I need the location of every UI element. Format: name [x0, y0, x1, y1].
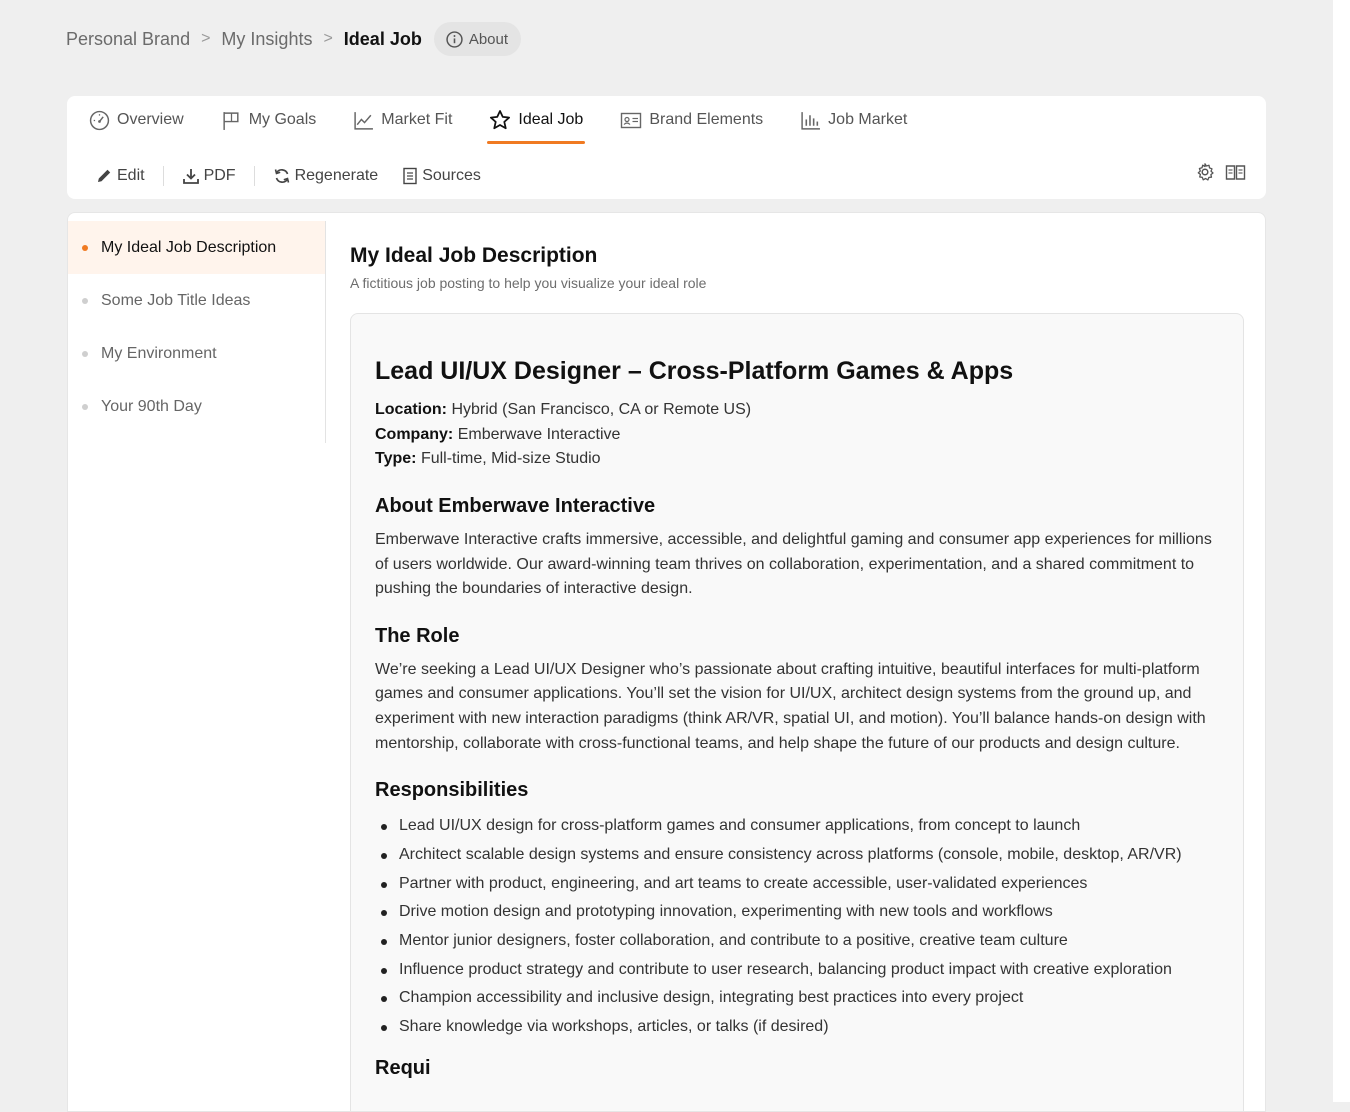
sidebar-item-my-environment[interactable] [68, 327, 325, 380]
list-item: Share knowledge via workshops, articles, or talks (if desired) [375, 1013, 1219, 1042]
tab-label: Market Fit [381, 111, 453, 128]
sidebar-item-label: Some Job Title Ideas [101, 291, 251, 309]
gauge-icon [89, 110, 110, 131]
ideal-job-panel [67, 212, 1266, 1112]
window-edge [1333, 0, 1350, 1102]
role-heading: The Role [375, 624, 460, 647]
bar-chart-icon [800, 110, 821, 131]
tab-my-goals[interactable] [219, 96, 319, 144]
edit-label: Edit [117, 167, 145, 184]
role-text: We’re seeking a Lead UI/UX Designer who’s passionate about crafting intuitive, beautiful interfaces for multi-platform games and consumer applications. You’ll set the vision for UI/UX, architect design systems from the ground up, and experiment with new interaction paradigms (think AR/VR, spatial UI, and motion). You’ll balance hands-on design with mentorship, collaborate with cross-functional teams, and help shape the future of our products and design culture. [375, 660, 1206, 752]
star-icon [489, 109, 511, 131]
regenerate-button[interactable] [273, 167, 379, 185]
id-card-icon [620, 110, 642, 131]
line-chart-icon [353, 110, 374, 131]
list-item: Champion accessibility and inclusive design, integrating best practices into every project [375, 984, 1219, 1013]
tab-market-fit[interactable] [351, 96, 454, 144]
sidebar-item-label: My Environment [101, 344, 217, 362]
company-value: Emberwave Interactive [457, 425, 621, 443]
section-title: My Ideal Job Description [350, 244, 598, 267]
about-text: Emberwave Interactive crafts immersive, accessible, and delightful gaming and consumer app experiences for millions of users worldwide. Our award-winning team thrives on collaboration, experimentation, and a shared commitment to pushing the boundaries of interactive design. [375, 531, 1212, 598]
list-item: Lead UI/UX design for cross-platform games and consumer applications, from concept to launch [375, 812, 1219, 841]
list-item: Drive motion design and prototyping innovation, experimenting with new tools and workflows [375, 898, 1219, 927]
section-sidebar [68, 221, 326, 443]
job-posting [350, 313, 1244, 1112]
breadcrumb-my-insights[interactable]: My Insights [221, 28, 313, 49]
edit-button[interactable] [95, 167, 145, 185]
toolbar-right [1185, 162, 1246, 182]
sidebar-item-label: Your 90th Day [101, 397, 202, 415]
tab-overview[interactable] [87, 96, 186, 144]
download-icon [182, 167, 200, 185]
tab-job-market[interactable] [798, 96, 909, 144]
about-label: About [468, 30, 509, 48]
section-content [350, 241, 1244, 1079]
pencil-icon [95, 167, 113, 185]
job-type [375, 447, 1219, 472]
sidebar-item-label: My Ideal Job Description [101, 238, 277, 256]
breadcrumb-separator: > [323, 30, 333, 47]
flag-icon [221, 110, 242, 131]
company-label: Company: [375, 425, 454, 443]
settings-button[interactable] [1195, 162, 1215, 182]
job-company [375, 423, 1219, 448]
tab-label: Overview [117, 111, 184, 128]
reader-view-button[interactable] [1225, 163, 1246, 182]
regenerate-label: Regenerate [294, 167, 379, 184]
sidebar-item-90th-day[interactable] [68, 380, 325, 433]
tab-label: My Goals [248, 111, 317, 128]
pdf-label: PDF [203, 167, 236, 184]
list-item: Influence product strategy and contribute to user research, balancing product impact with creative exploration [375, 956, 1219, 985]
section-subtitle: A fictitious job posting to help you visualize your ideal role [350, 275, 707, 291]
job-meta [375, 398, 1219, 472]
responsibilities-heading: Responsibilities [375, 779, 529, 802]
breadcrumb-personal-brand[interactable]: Personal Brand [66, 28, 191, 49]
gear-icon [1195, 162, 1215, 182]
toolbar [95, 160, 481, 192]
tab-label: Ideal Job [518, 111, 584, 128]
type-value: Full-time, Mid-size Studio [420, 450, 601, 468]
job-location [375, 398, 1219, 423]
tab-bar [87, 96, 942, 144]
pdf-button[interactable] [182, 167, 236, 185]
location-value: Hybrid (San Francisco, CA or Remote US) [451, 401, 752, 418]
job-title: Lead UI/UX Designer – Cross-Platform Games & Apps [375, 357, 1014, 385]
sidebar-item-job-title-ideas[interactable] [68, 274, 325, 327]
sources-label: Sources [422, 167, 481, 184]
document-icon [402, 167, 418, 185]
toolbar-divider [254, 166, 255, 186]
list-item: Partner with product, engineering, and art teams to create accessible, user-validated experiences [375, 870, 1219, 899]
about-button[interactable] [434, 22, 521, 56]
info-icon [446, 31, 463, 48]
tab-label: Brand Elements [649, 111, 764, 128]
list-item: Mentor junior designers, foster collaboration, and contribute to a positive, creative team culture [375, 927, 1219, 956]
type-label: Type: [375, 450, 417, 468]
book-icon [1225, 163, 1246, 182]
about-heading: About Emberwave Interactive [375, 495, 656, 518]
insights-header-card [67, 96, 1266, 199]
sidebar-item-ideal-job-description[interactable] [68, 221, 325, 274]
tab-ideal-job[interactable] [487, 96, 585, 144]
breadcrumb [66, 22, 521, 56]
list-item: Architect scalable design systems and ensure consistency across platforms (console, mobile, desktop, AR/VR) [375, 841, 1219, 870]
sources-button[interactable] [402, 167, 481, 185]
breadcrumb-current: Ideal Job [343, 28, 422, 49]
location-label: Location: [375, 401, 447, 418]
refresh-icon [273, 167, 291, 185]
tab-brand-elements[interactable] [618, 96, 765, 144]
responsibilities-list [375, 812, 1219, 1042]
requirements-heading: Requi [375, 1056, 431, 1079]
breadcrumb-separator: > [201, 30, 211, 47]
tab-label: Job Market [828, 111, 908, 128]
toolbar-divider [163, 166, 164, 186]
